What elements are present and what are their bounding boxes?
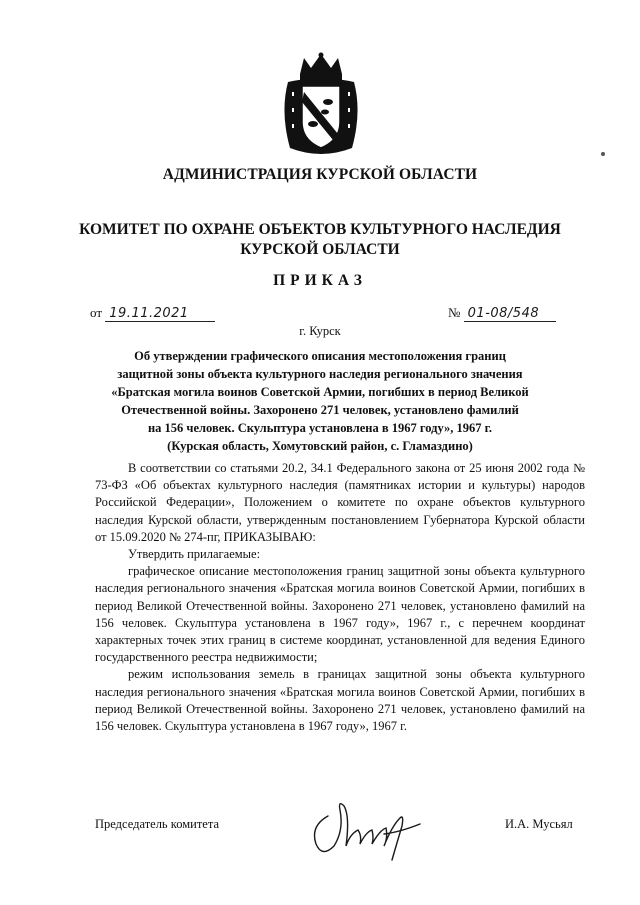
- city-label: г. Курск: [299, 324, 341, 338]
- number-value: 01-08/548: [464, 306, 556, 322]
- committee-heading-line: КОМИТЕТ ПО ОХРАНЕ ОБЪЕКТОВ КУЛЬТУРНОГО НАСЛЕДИЯ: [79, 221, 561, 238]
- committee-heading-line: КУРСКОЙ ОБЛАСТИ: [240, 241, 400, 258]
- title-line: на 156 человек. Скульптура установлена в 1967 году», 1967 г.: [147, 421, 493, 435]
- title-line: (Курская область, Хомутовский район, с. Гламаздино): [167, 439, 473, 453]
- body-paragraph: режим использования земель в границах защитной зоны объекта культурного наследия регионального значения «Братская могила воинов Советской Армии, погибших в период Великой Отечественной войны. Захоронено 271 человек, установлено фамилий на 156 человек. Скульптура установлена в 1967 году», 1967 г.: [95, 667, 585, 734]
- date-value: 19.11.2021: [105, 306, 215, 322]
- coat-of-arms-icon: [278, 52, 364, 158]
- document-type-heading: ПРИКАЗ: [273, 272, 367, 289]
- title-line: защитной зоны объекта культурного наследия регионального значения: [117, 367, 523, 381]
- date-prefix: от: [90, 305, 103, 320]
- order-title: [80, 347, 560, 455]
- signature-icon: [300, 786, 440, 866]
- order-number: [448, 305, 556, 322]
- title-line: Отечественной войны. Захоронено 271 человек, установлено фамилий: [121, 403, 519, 417]
- title-line: «Братская могила воинов Советской Армии, погибших в период Великой: [111, 385, 529, 399]
- signer-name: И.А. Мусьял: [505, 817, 573, 831]
- title-line: Об утверждении графического описания местоположения границ: [134, 349, 506, 363]
- scan-speck: [601, 152, 605, 156]
- body-paragraph: графическое описание местоположения границ защитной зоны объекта культурного наследия регионального значения «Братская могила воинов Советской Армии, погибших в период Великой Отечественной войны. Захоронено 271 человек, установлено фамилий на 156 человек. Скульптура установлена в 1967 году», 1967 г., с перечнем координат характерных точек этих границ в системе координат, установленной для ведения Единого государственного реестра недвижимости;: [95, 564, 585, 665]
- body-paragraph: В соответствии со статьями 20.2, 34.1 Федерального закона от 25 июня 2002 года № 73-ФЗ «Об объектах культурного наследия (памятниках истории и культуры) народов Российской Федерации», Положением о комитете по охране объектов культурного наследия Курской области, утвержденным постановлением Губернатора Курской области от 15.09.2020 № 274-пг, ПРИКАЗЫВАЮ:: [95, 461, 585, 544]
- signer-position: Председатель комитета: [95, 817, 219, 831]
- number-prefix: №: [448, 305, 461, 320]
- body-paragraph: Утвердить прилагаемые:: [128, 547, 261, 562]
- order-date: [90, 305, 215, 322]
- committee-heading: [0, 220, 640, 260]
- administration-heading: АДМИНИСТРАЦИЯ КУРСКОЙ ОБЛАСТИ: [162, 166, 478, 183]
- order-body: [95, 460, 585, 735]
